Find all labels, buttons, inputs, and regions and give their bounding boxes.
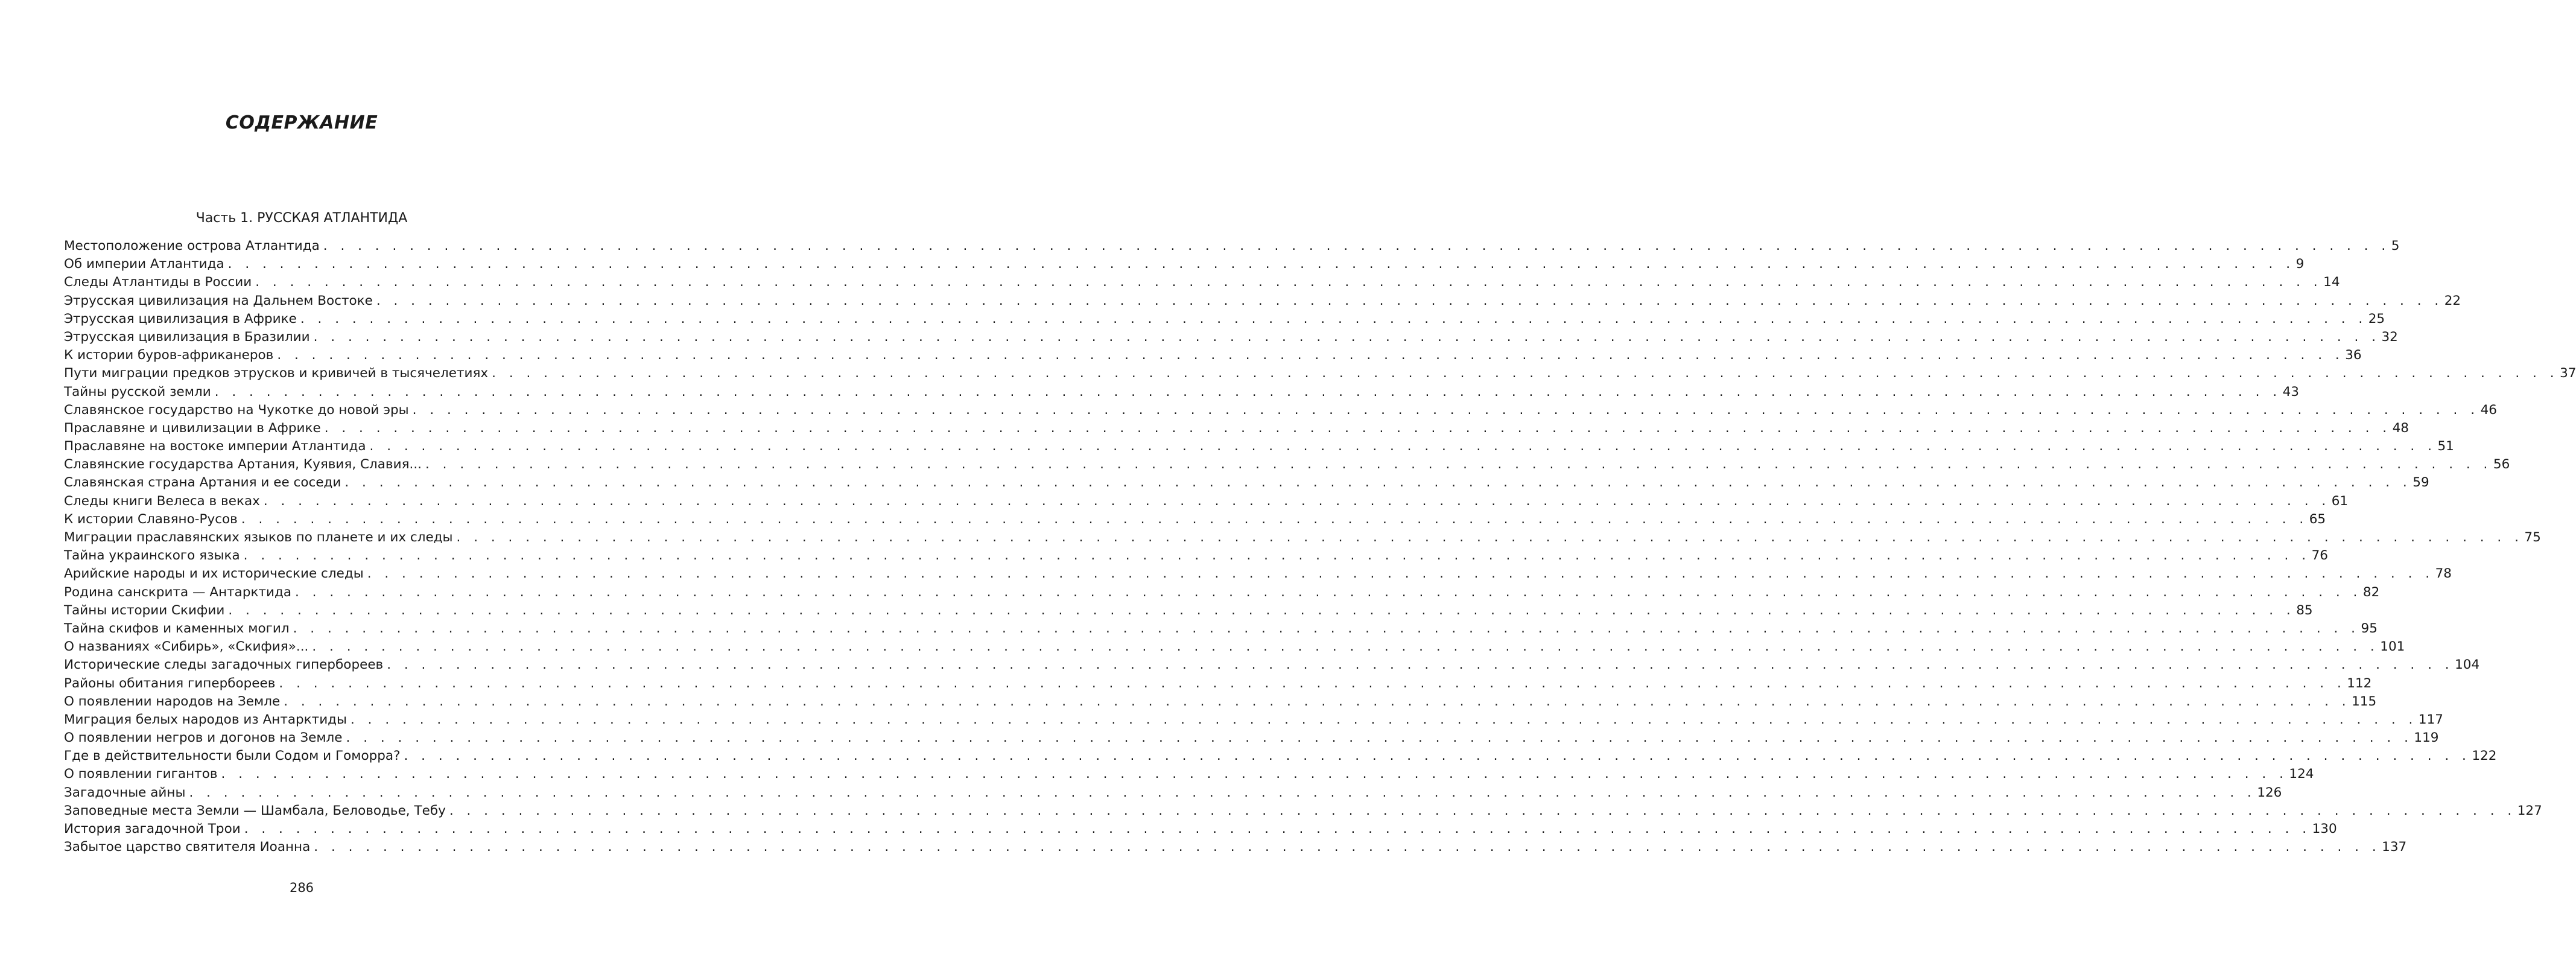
toc-entry bbox=[64, 311, 2385, 330]
toc-entry-title: О появлении народов на Земле bbox=[64, 693, 281, 709]
toc-entry-page: 112 bbox=[2347, 675, 2372, 691]
toc-entry bbox=[64, 748, 2497, 766]
toc-entry-page: 130 bbox=[2312, 821, 2337, 836]
toc-entry-title: О появлении негров и догонов на Земле bbox=[64, 730, 343, 746]
toc-entry bbox=[64, 475, 2429, 493]
toc-entry-title: Миграция белых народов из Антарктиды bbox=[64, 712, 347, 727]
toc-entry-page: 5 bbox=[2391, 238, 2400, 253]
toc-entry-title: Пути миграции предков этрусков и кривичей в тысячелетиях bbox=[64, 366, 489, 381]
toc-dot-leader: . . . . . . . . . . . . . . . . . . . . . . . . . . . . . . . . . . . . . . . . . . . . . . . . . . . . . . . . . . . . . . . . . . . . . . . . . . . . . . . . . . . . . . . . . . . . . . . . . . . . . . . . . . . . . . . . . . . . . . . . bbox=[492, 366, 2559, 381]
toc-entry-title: Тайны истории Скифии bbox=[64, 602, 225, 618]
toc-entry-title: Местоположение острова Атлантида bbox=[64, 238, 320, 253]
toc-entry-page: 104 bbox=[2455, 657, 2480, 673]
toc-entry-title: Праславяне и цивилизации в Африке bbox=[64, 420, 321, 436]
toc-entry-title: Этрусская цивилизация в Бразилии bbox=[64, 329, 310, 345]
toc-entry bbox=[64, 439, 2454, 457]
toc-entry-page: 76 bbox=[2311, 548, 2328, 564]
toc-entry-title: К истории Славяно-Русов bbox=[64, 511, 238, 527]
toc-dot-leader: . . . . . . . . . . . . . . . . . . . . . . . . . . . . . . . . . . . . . . . . . . . . . . . . . . . . . . . . . . . . . . . . . . . . . . . . . . . . . . . . . . . . . . . . . . . . . . . . . . . . . . . . . . . . . . . . . . . . . . . . bbox=[449, 803, 2516, 818]
toc-entry-page: 32 bbox=[2381, 329, 2398, 345]
toc-dot-leader: . . . . . . . . . . . . . . . . . . . . . . . . . . . . . . . . . . . . . . . . . . . . . . . . . . . . . . . . . . . . . . . . . . . . . . . . . . . . . . . . . . . . . . . . . . . . . . . . . . . . . . . . . . . . . . . . . . . . . . . . bbox=[214, 384, 2282, 400]
toc-dot-leader: . . . . . . . . . . . . . . . . . . . . . . . . . . . . . . . . . . . . . . . . . . . . . . . . . . . . . . . . . . . . . . . . . . . . . . . . . . . . . . . . . . . . . . . . . . . . . . . . . . . . . . . . . . . . . . . . . . . . . . . . bbox=[243, 548, 2311, 564]
toc-entry-page: 43 bbox=[2282, 384, 2299, 400]
toc-dot-leader: . . . . . . . . . . . . . . . . . . . . . . . . . . . . . . . . . . . . . . . . . . . . . . . . . . . . . . . . . . . . . . . . . . . . . . . . . . . . . . . . . . . . . . . . . . . . . . . . . . . . . . . . . . . . . . . . . . . . . . . . bbox=[263, 493, 2330, 509]
toc-dot-leader: . . . . . . . . . . . . . . . . . . . . . . . . . . . . . . . . . . . . . . . . . . . . . . . . . . . . . . . . . . . . . . . . . . . . . . . . . . . . . . . . . . . . . . . . . . . . . . . . . . . . . . . . . . . . . . . . . . . . . . . . bbox=[312, 639, 2379, 655]
toc-entry-page: 126 bbox=[2257, 785, 2282, 800]
toc-entry-page: 14 bbox=[2323, 275, 2340, 290]
table-of-contents bbox=[64, 238, 2576, 858]
toc-entry bbox=[64, 530, 2541, 548]
toc-dot-leader: . . . . . . . . . . . . . . . . . . . . . . . . . . . . . . . . . . . . . . . . . . . . . . . . . . . . . . . . . . . . . . . . . . . . . . . . . . . . . . . . . . . . . . . . . . . . . . . . . . . . . . . . . . . . . . . . . . . . . . . . bbox=[425, 457, 2492, 473]
toc-entry bbox=[64, 493, 2349, 512]
toc-entry-title: О появлении гигантов bbox=[64, 766, 218, 782]
toc-entry bbox=[64, 839, 2407, 858]
toc-dot-leader: . . . . . . . . . . . . . . . . . . . . . . . . . . . . . . . . . . . . . . . . . . . . . . . . . . . . . . . . . . . . . . . . . . . . . . . . . . . . . . . . . . . . . . . . . . . . . . . . . . . . . . . . . . . . . . . . . . . . . . . . bbox=[346, 730, 2413, 746]
toc-entry-title: Праславяне на востоке империи Атлантида bbox=[64, 439, 366, 454]
toc-entry bbox=[64, 511, 2326, 530]
toc-entry-title: История загадочной Трои bbox=[64, 821, 241, 836]
toc-entry-page: 59 bbox=[2413, 475, 2429, 491]
toc-entry bbox=[64, 639, 2405, 657]
toc-entry-title: О названиях «Сибирь», «Скифия»... bbox=[64, 639, 309, 655]
toc-entry bbox=[64, 584, 2380, 603]
toc-entry bbox=[64, 602, 2313, 621]
toc-dot-leader: . . . . . . . . . . . . . . . . . . . . . . . . . . . . . . . . . . . . . . . . . . . . . . . . . . . . . . . . . . . . . . . . . . . . . . . . . . . . . . . . . . . . . . . . . . . . . . . . . . . . . . . . . . . . . . . . . . . . . . . . bbox=[369, 439, 2437, 454]
toc-dot-leader: . . . . . . . . . . . . . . . . . . . . . . . . . . . . . . . . . . . . . . . . . . . . . . . . . . . . . . . . . . . . . . . . . . . . . . . . . . . . . . . . . . . . . . . . . . . . . . . . . . . . . . . . . . . . . . . . . . . . . . . . bbox=[295, 584, 2362, 600]
toc-entry bbox=[64, 238, 2400, 256]
toc-dot-leader: . . . . . . . . . . . . . . . . . . . . . . . . . . . . . . . . . . . . . . . . . . . . . . . . . . . . . . . . . . . . . . . . . . . . . . . . . . . . . . . . . . . . . . . . . . . . . . . . . . . . . . . . . . . . . . . . . . . . . . . . bbox=[228, 602, 2295, 618]
toc-dot-leader: . . . . . . . . . . . . . . . . . . . . . . . . . . . . . . . . . . . . . . . . . . . . . . . . . . . . . . . . . . . . . . . . . . . . . . . . . . . . . . . . . . . . . . . . . . . . . . . . . . . . . . . . . . . . . . . . . . . . . . . . bbox=[221, 766, 2288, 782]
toc-dot-leader: . . . . . . . . . . . . . . . . . . . . . . . . . . . . . . . . . . . . . . . . . . . . . . . . . . . . . . . . . . . . . . . . . . . . . . . . . . . . . . . . . . . . . . . . . . . . . . . . . . . . . . . . . . . . . . . . . . . . . . . . bbox=[227, 256, 2295, 272]
toc-dot-leader: . . . . . . . . . . . . . . . . . . . . . . . . . . . . . . . . . . . . . . . . . . . . . . . . . . . . . . . . . . . . . . . . . . . . . . . . . . . . . . . . . . . . . . . . . . . . . . . . . . . . . . . . . . . . . . . . . . . . . . . . bbox=[300, 311, 2367, 326]
toc-entry bbox=[64, 256, 2305, 275]
toc-entry-title: Славянское государство на Чукотке до новой эры bbox=[64, 402, 409, 418]
toc-entry bbox=[64, 329, 2398, 348]
toc-dot-leader: . . . . . . . . . . . . . . . . . . . . . . . . . . . . . . . . . . . . . . . . . . . . . . . . . . . . . . . . . . . . . . . . . . . . . . . . . . . . . . . . . . . . . . . . . . . . . . . . . . . . . . . . . . . . . . . . . . . . . . . . bbox=[255, 275, 2323, 290]
toc-entry-page: 124 bbox=[2289, 766, 2314, 782]
toc-entry-page: 101 bbox=[2380, 639, 2405, 655]
toc-entry-page: 48 bbox=[2392, 420, 2409, 436]
toc-entry-title: К истории буров-африканеров bbox=[64, 348, 274, 363]
toc-entry-title: Славянские государства Артания, Куявия, Славия... bbox=[64, 457, 422, 473]
toc-entry-page: 75 bbox=[2524, 530, 2541, 545]
toc-entry bbox=[64, 657, 2480, 675]
toc-dot-leader: . . . . . . . . . . . . . . . . . . . . . . . . . . . . . . . . . . . . . . . . . . . . . . . . . . . . . . . . . . . . . . . . . . . . . . . . . . . . . . . . . . . . . . . . . . . . . . . . . . . . . . . . . . . . . . . . . . . . . . . . bbox=[284, 693, 2351, 709]
toc-entry-title: Этрусская цивилизация на Дальнем Востоке bbox=[64, 293, 373, 308]
toc-entry bbox=[64, 693, 2377, 712]
toc-entry bbox=[64, 548, 2328, 566]
toc-dot-leader: . . . . . . . . . . . . . . . . . . . . . . . . . . . . . . . . . . . . . . . . . . . . . . . . . . . . . . . . . . . . . . . . . . . . . . . . . . . . . . . . . . . . . . . . . . . . . . . . . . . . . . . . . . . . . . . . . . . . . . . . bbox=[277, 348, 2344, 363]
toc-entry-page: 51 bbox=[2437, 439, 2454, 454]
toc-entry-page: 37 bbox=[2560, 366, 2576, 381]
toc-entry bbox=[64, 348, 2362, 366]
toc-dot-leader: . . . . . . . . . . . . . . . . . . . . . . . . . . . . . . . . . . . . . . . . . . . . . . . . . . . . . . . . . . . . . . . . . . . . . . . . . . . . . . . . . . . . . . . . . . . . . . . . . . . . . . . . . . . . . . . . . . . . . . . . bbox=[412, 402, 2479, 418]
toc-dot-leader: . . . . . . . . . . . . . . . . . . . . . . . . . . . . . . . . . . . . . . . . . . . . . . . . . . . . . . . . . . . . . . . . . . . . . . . . . . . . . . . . . . . . . . . . . . . . . . . . . . . . . . . . . . . . . . . . . . . . . . . . bbox=[376, 293, 2443, 308]
toc-entry bbox=[64, 420, 2409, 439]
toc-entry-title: Забытое царство святителя Иоанна bbox=[64, 839, 311, 855]
toc-entry-page: 117 bbox=[2418, 712, 2443, 727]
toc-entry-page: 9 bbox=[2295, 256, 2305, 272]
page-title: СОДЕРЖАНИЕ bbox=[225, 112, 378, 133]
toc-entry-page: 95 bbox=[2361, 620, 2378, 636]
toc-entry-title: Следы книги Велеса в веках bbox=[64, 493, 260, 509]
toc-entry-title: Славянская страна Артания и ее соседи bbox=[64, 475, 341, 491]
toc-entry-page: 22 bbox=[2444, 293, 2461, 308]
toc-entry-title: Арийские народы и их исторические следы bbox=[64, 566, 364, 582]
toc-dot-leader: . . . . . . . . . . . . . . . . . . . . . . . . . . . . . . . . . . . . . . . . . . . . . . . . . . . . . . . . . . . . . . . . . . . . . . . . . . . . . . . . . . . . . . . . . . . . . . . . . . . . . . . . . . . . . . . . . . . . . . . . bbox=[314, 839, 2381, 855]
toc-entry-title: Тайна украинского языка bbox=[64, 548, 240, 564]
toc-entry-page: 115 bbox=[2352, 693, 2377, 709]
toc-entry-page: 56 bbox=[2493, 457, 2510, 473]
toc-entry bbox=[64, 712, 2443, 730]
toc-entry bbox=[64, 384, 2299, 403]
toc-dot-leader: . . . . . . . . . . . . . . . . . . . . . . . . . . . . . . . . . . . . . . . . . . . . . . . . . . . . . . . . . . . . . . . . . . . . . . . . . . . . . . . . . . . . . . . . . . . . . . . . . . . . . . . . . . . . . . . . . . . . . . . . bbox=[367, 566, 2434, 582]
toc-entry-title: Родина санскрита — Антарктида bbox=[64, 584, 292, 600]
toc-entry bbox=[64, 675, 2372, 694]
toc-entry bbox=[64, 766, 2314, 785]
toc-entry-title: Где в действительности были Содом и Гоморра? bbox=[64, 748, 401, 764]
toc-entry bbox=[64, 730, 2439, 748]
toc-entry bbox=[64, 803, 2542, 821]
toc-entry bbox=[64, 293, 2461, 311]
page-number: 286 bbox=[289, 881, 314, 895]
toc-entry-page: 122 bbox=[2472, 748, 2497, 764]
toc-entry bbox=[64, 366, 2576, 384]
toc-dot-leader: . . . . . . . . . . . . . . . . . . . . . . . . . . . . . . . . . . . . . . . . . . . . . . . . . . . . . . . . . . . . . . . . . . . . . . . . . . . . . . . . . . . . . . . . . . . . . . . . . . . . . . . . . . . . . . . . . . . . . . . . bbox=[313, 329, 2381, 345]
toc-dot-leader: . . . . . . . . . . . . . . . . . . . . . . . . . . . . . . . . . . . . . . . . . . . . . . . . . . . . . . . . . . . . . . . . . . . . . . . . . . . . . . . . . . . . . . . . . . . . . . . . . . . . . . . . . . . . . . . . . . . . . . . . bbox=[189, 785, 2256, 800]
toc-entry-page: 46 bbox=[2480, 402, 2497, 418]
toc-dot-leader: . . . . . . . . . . . . . . . . . . . . . . . . . . . . . . . . . . . . . . . . . . . . . . . . . . . . . . . . . . . . . . . . . . . . . . . . . . . . . . . . . . . . . . . . . . . . . . . . . . . . . . . . . . . . . . . . . . . . . . . . bbox=[293, 620, 2360, 636]
toc-dot-leader: . . . . . . . . . . . . . . . . . . . . . . . . . . . . . . . . . . . . . . . . . . . . . . . . . . . . . . . . . . . . . . . . . . . . . . . . . . . . . . . . . . . . . . . . . . . . . . . . . . . . . . . . . . . . . . . . . . . . . . . . bbox=[344, 475, 2412, 491]
toc-entry-page: 82 bbox=[2362, 584, 2380, 600]
toc-entry-page: 65 bbox=[2309, 511, 2326, 527]
toc-entry-title: Районы обитания гипербореев bbox=[64, 675, 276, 691]
toc-entry bbox=[64, 821, 2337, 839]
toc-entry-page: 61 bbox=[2331, 493, 2349, 509]
toc-entry-title: Заповедные места Земли — Шамбала, Беловодье, Тебу bbox=[64, 803, 446, 818]
toc-dot-leader: . . . . . . . . . . . . . . . . . . . . . . . . . . . . . . . . . . . . . . . . . . . . . . . . . . . . . . . . . . . . . . . . . . . . . . . . . . . . . . . . . . . . . . . . . . . . . . . . . . . . . . . . . . . . . . . . . . . . . . . . bbox=[279, 675, 2346, 691]
toc-entry bbox=[64, 785, 2282, 803]
toc-entry-title: Миграции праславянских языков по планете и их следы bbox=[64, 530, 453, 545]
toc-dot-leader: . . . . . . . . . . . . . . . . . . . . . . . . . . . . . . . . . . . . . . . . . . . . . . . . . . . . . . . . . . . . . . . . . . . . . . . . . . . . . . . . . . . . . . . . . . . . . . . . . . . . . . . . . . . . . . . . . . . . . . . . bbox=[387, 657, 2454, 673]
toc-dot-leader: . . . . . . . . . . . . . . . . . . . . . . . . . . . . . . . . . . . . . . . . . . . . . . . . . . . . . . . . . . . . . . . . . . . . . . . . . . . . . . . . . . . . . . . . . . . . . . . . . . . . . . . . . . . . . . . . . . . . . . . . bbox=[404, 748, 2471, 764]
toc-entry bbox=[64, 457, 2510, 475]
toc-dot-leader: . . . . . . . . . . . . . . . . . . . . . . . . . . . . . . . . . . . . . . . . . . . . . . . . . . . . . . . . . . . . . . . . . . . . . . . . . . . . . . . . . . . . . . . . . . . . . . . . . . . . . . . . . . . . . . . . . . . . . . . . bbox=[324, 420, 2391, 436]
toc-entry-title: Загадочные айны bbox=[64, 785, 186, 800]
toc-entry-page: 119 bbox=[2414, 730, 2439, 746]
toc-entry-page: 137 bbox=[2382, 839, 2407, 855]
part-heading: Часть 1. РУССКАЯ АТЛАНТИДА bbox=[195, 211, 408, 226]
toc-entry-page: 85 bbox=[2296, 602, 2313, 618]
toc-entry-title: Тайна скифов и каменных могил bbox=[64, 620, 290, 636]
toc-dot-leader: . . . . . . . . . . . . . . . . . . . . . . . . . . . . . . . . . . . . . . . . . . . . . . . . . . . . . . . . . . . . . . . . . . . . . . . . . . . . . . . . . . . . . . . . . . . . . . . . . . . . . . . . . . . . . . . . . . . . . . . . bbox=[351, 712, 2417, 727]
toc-entry bbox=[64, 566, 2452, 584]
toc-entry-page: 25 bbox=[2368, 311, 2385, 326]
toc-entry bbox=[64, 620, 2378, 639]
toc-entry-page: 36 bbox=[2345, 348, 2362, 363]
toc-dot-leader: . . . . . . . . . . . . . . . . . . . . . . . . . . . . . . . . . . . . . . . . . . . . . . . . . . . . . . . . . . . . . . . . . . . . . . . . . . . . . . . . . . . . . . . . . . . . . . . . . . . . . . . . . . . . . . . . . . . . . . . . bbox=[323, 238, 2390, 253]
toc-entry-title: Об империи Атлантида bbox=[64, 256, 224, 272]
toc-dot-leader: . . . . . . . . . . . . . . . . . . . . . . . . . . . . . . . . . . . . . . . . . . . . . . . . . . . . . . . . . . . . . . . . . . . . . . . . . . . . . . . . . . . . . . . . . . . . . . . . . . . . . . . . . . . . . . . . . . . . . . . . bbox=[241, 511, 2308, 527]
toc-entry bbox=[64, 275, 2340, 293]
toc-entry-title: Исторические следы загадочных гипербореев bbox=[64, 657, 384, 673]
toc-entry-title: Этрусская цивилизация в Африке bbox=[64, 311, 297, 326]
toc-entry-page: 78 bbox=[2435, 566, 2452, 582]
toc-entry-page: 127 bbox=[2517, 803, 2542, 818]
toc-entry-title: Тайны русской земли bbox=[64, 384, 211, 400]
toc-entry-title: Следы Атлантиды в России bbox=[64, 275, 252, 290]
toc-dot-leader: . . . . . . . . . . . . . . . . . . . . . . . . . . . . . . . . . . . . . . . . . . . . . . . . . . . . . . . . . . . . . . . . . . . . . . . . . . . . . . . . . . . . . . . . . . . . . . . . . . . . . . . . . . . . . . . . . . . . . . . . bbox=[456, 530, 2524, 545]
toc-entry bbox=[64, 402, 2497, 421]
toc-dot-leader: . . . . . . . . . . . . . . . . . . . . . . . . . . . . . . . . . . . . . . . . . . . . . . . . . . . . . . . . . . . . . . . . . . . . . . . . . . . . . . . . . . . . . . . . . . . . . . . . . . . . . . . . . . . . . . . . . . . . . . . . bbox=[244, 821, 2311, 836]
